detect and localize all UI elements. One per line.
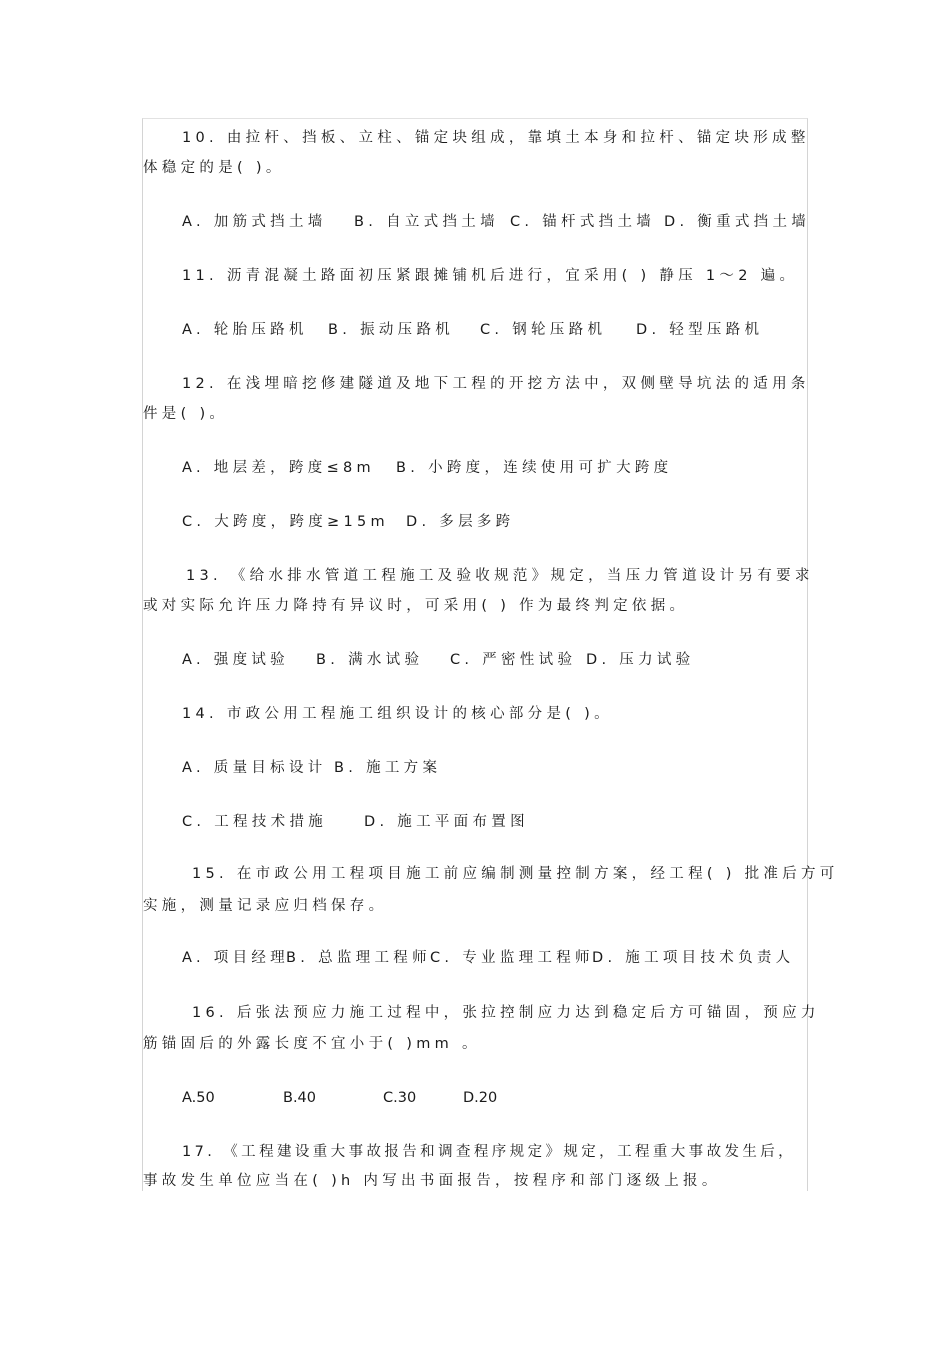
question-15-stem-line-1: 15. 在市政公用工程项目施工前应编制测量控制方案，经工程( ) 批准后方可 <box>192 866 839 882</box>
question-14-stem-line-1: 14. 市政公用工程施工组织设计的核心部分是( )。 <box>182 706 613 722</box>
question-15-stem-line-2: 实施，测量记录应归档保存。 <box>143 898 388 914</box>
question-14-option-a: A. 质量目标设计 <box>182 760 327 776</box>
question-10-option-b: B. 自立式挡土墙 <box>354 214 499 230</box>
question-14-option-d: D. 施工平面布置图 <box>364 814 529 830</box>
question-10-stem-line-2: 体稳定的是( )。 <box>143 160 285 176</box>
question-16-stem-line-2: 筋锚固后的外露长度不宜小于( )mm 。 <box>143 1036 481 1052</box>
question-13-option-a: A. 强度试验 <box>182 652 289 668</box>
question-16-option-d: D.20 <box>463 1090 498 1106</box>
question-12-option-a: A. 地层差，跨度≤8m <box>182 460 375 476</box>
question-15-option-a: A. 项目经理 <box>182 950 289 966</box>
question-17-stem-line-2: 事故发生单位应当在( )h 内写出书面报告，按程序和部门逐级上报。 <box>143 1173 721 1189</box>
question-10-stem-line-1: 10. 由拉杆、挡板、立柱、锚定块组成，靠填土本身和拉杆、锚定块形成整 <box>182 130 810 146</box>
question-12-option-b: B. 小跨度，连续使用可扩大跨度 <box>396 460 673 476</box>
question-15-option-c: C. 专业监理工程师 <box>430 950 594 966</box>
question-12-option-c: C. 大跨度，跨度≥15m <box>182 514 389 530</box>
question-12-stem-line-2: 件是( )。 <box>143 406 229 422</box>
question-10-option-c: C. 锚杆式挡土墙 <box>510 214 656 230</box>
question-11-option-c: C. 钢轮压路机 <box>480 322 607 338</box>
question-10-option-d: D. 衡重式挡土墙 <box>664 214 811 230</box>
question-13-option-b: B. 满水试验 <box>316 652 424 668</box>
question-14-option-b: B. 施工方案 <box>334 760 442 776</box>
question-13-option-c: C. 严密性试验 <box>450 652 577 668</box>
question-13-stem-line-1: 13. 《给水排水管道工程施工及验收规范》规定，当压力管道设计另有要求 <box>186 568 814 584</box>
question-16-option-c: C.30 <box>383 1090 417 1106</box>
question-11-stem-line-1: 11. 沥青混凝土路面初压紧跟摊铺机后进行，宜采用( ) 静压 1～2 遍。 <box>182 268 799 284</box>
question-12-stem-line-1: 12. 在浅埋暗挖修建隧道及地下工程的开挖方法中，双侧壁导坑法的适用条 <box>182 376 810 392</box>
question-11-option-a: A. 轮胎压路机 <box>182 322 308 338</box>
question-11-option-d: D. 轻型压路机 <box>636 322 764 338</box>
question-16-stem-line-1: 16. 后张法预应力施工过程中，张拉控制应力达到稳定后方可锚固，预应力 <box>192 1005 820 1021</box>
question-12-option-d: D. 多层多跨 <box>406 514 515 530</box>
question-16-option-b: B.40 <box>283 1090 317 1106</box>
question-10-option-a: A. 加筋式挡土墙 <box>182 214 327 230</box>
question-15-option-b: B. 总监理工程师 <box>286 950 431 966</box>
question-15-option-d: D. 施工项目技术负责人 <box>592 950 795 966</box>
question-13-stem-line-2: 或对实际允许压力降持有异议时，可采用( ) 作为最终判定依据。 <box>143 598 689 614</box>
question-13-option-d: D. 压力试验 <box>586 652 695 668</box>
question-11-option-b: B. 振动压路机 <box>328 322 455 338</box>
question-16-option-a: A.50 <box>182 1090 215 1106</box>
question-14-option-c: C. 工程技术措施 <box>182 814 328 830</box>
question-17-stem-line-1: 17. 《工程建设重大事故报告和调查程序规定》规定，工程重大事故发生后， <box>182 1144 797 1160</box>
